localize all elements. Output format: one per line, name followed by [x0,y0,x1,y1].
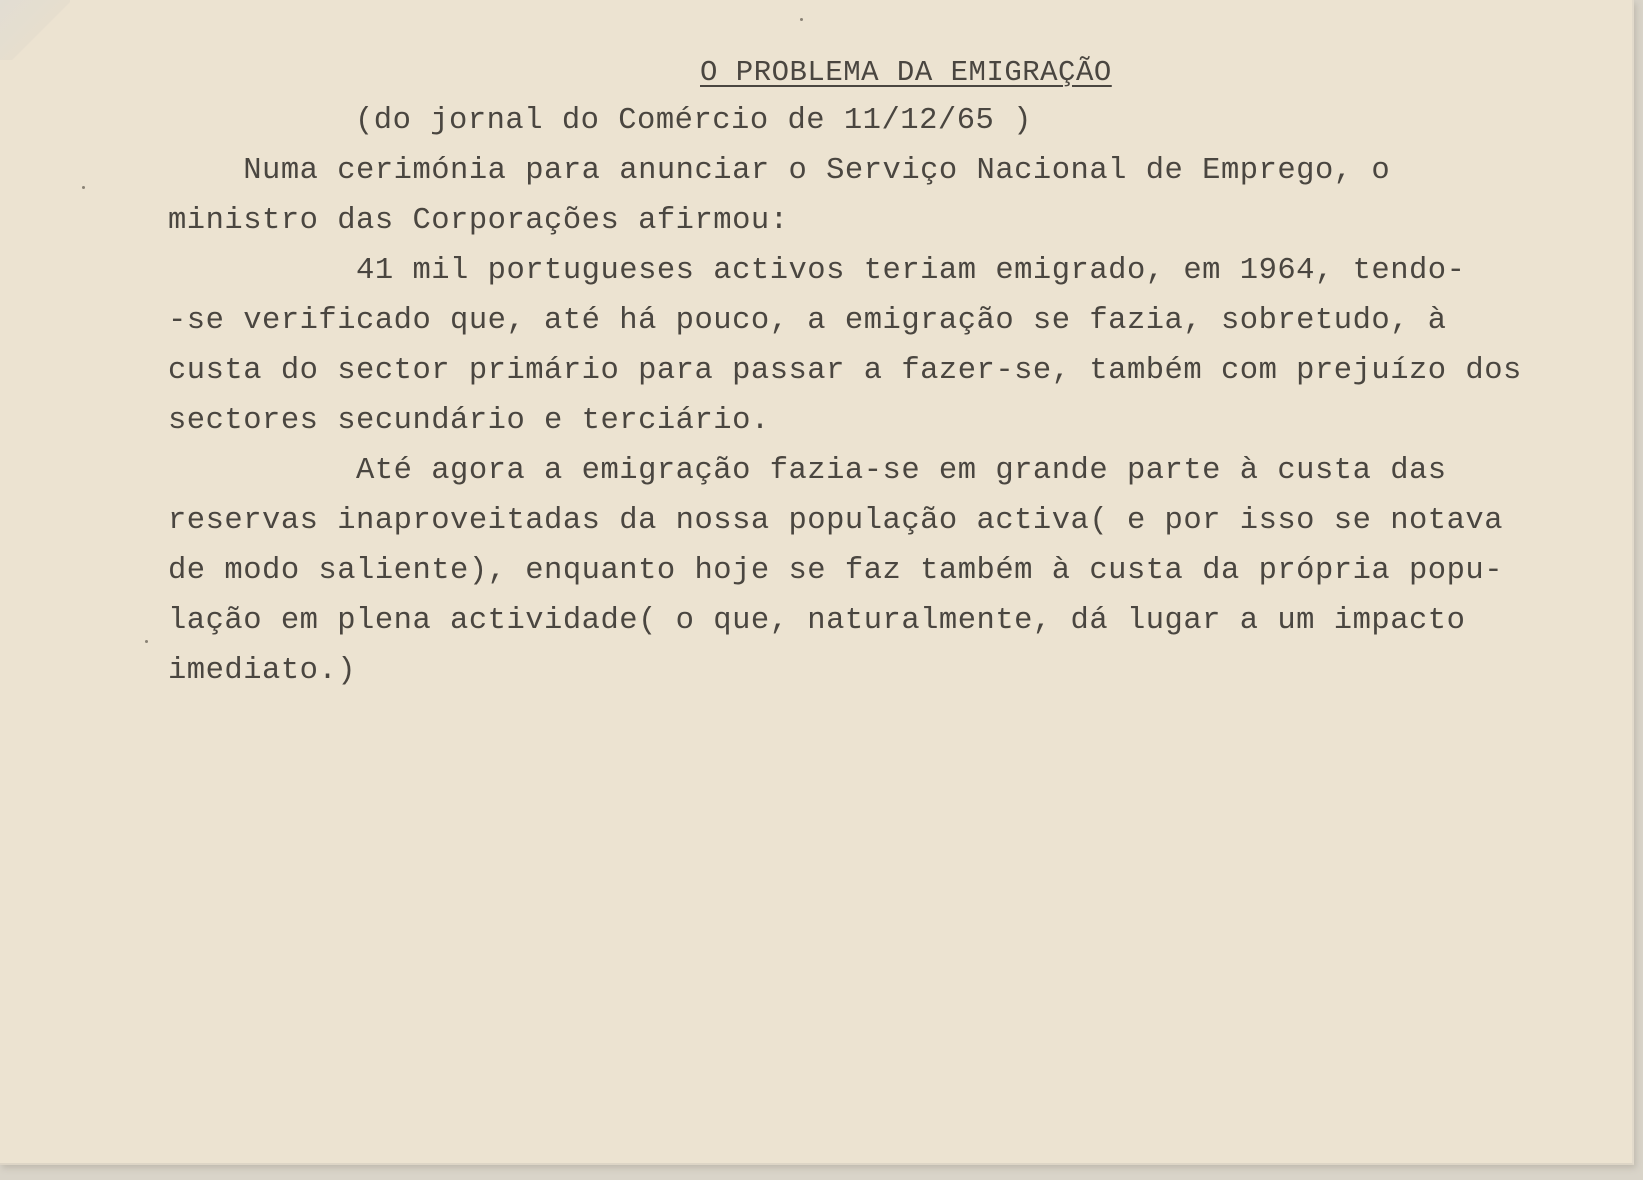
text-line: ministro das Corporações afirmou: [168,204,789,238]
text-line: sectores secundário e terciário. [168,404,770,438]
paper-speck [800,18,803,21]
document-title: O PROBLEMA DA EMIGRAÇÃO [700,56,1112,89]
text-line: Numa cerimónia para anunciar o Serviço Nacional de Emprego, o [168,154,1391,188]
text-line: 41 mil portugueses activos teriam emigrado, em 1964, tendo- [168,254,1466,288]
text-line: custa do sector primário para passar a fazer-se, também com prejuízo dos [168,354,1522,388]
text-line: imediato.) [168,654,357,688]
paper-speck [82,186,85,189]
text-line: Até agora a emigração fazia-se em grande parte à custa das [168,454,1447,488]
page-corner-fold [0,0,70,60]
paper-speck [145,640,148,643]
text-line: reservas inaproveitadas da nossa população activa( e por isso se notava [168,504,1504,538]
text-line: -se verificado que, até há pouco, a emigração se fazia, sobretudo, à [168,304,1447,338]
text-line: de modo saliente), enquanto hoje se faz também à custa da própria popu- [168,554,1504,588]
document-source: (do jornal do Comércio de 11/12/65 ) [355,104,1032,138]
text-line: lação em plena actividade( o que, naturalmente, dá lugar a um impacto [168,604,1466,638]
